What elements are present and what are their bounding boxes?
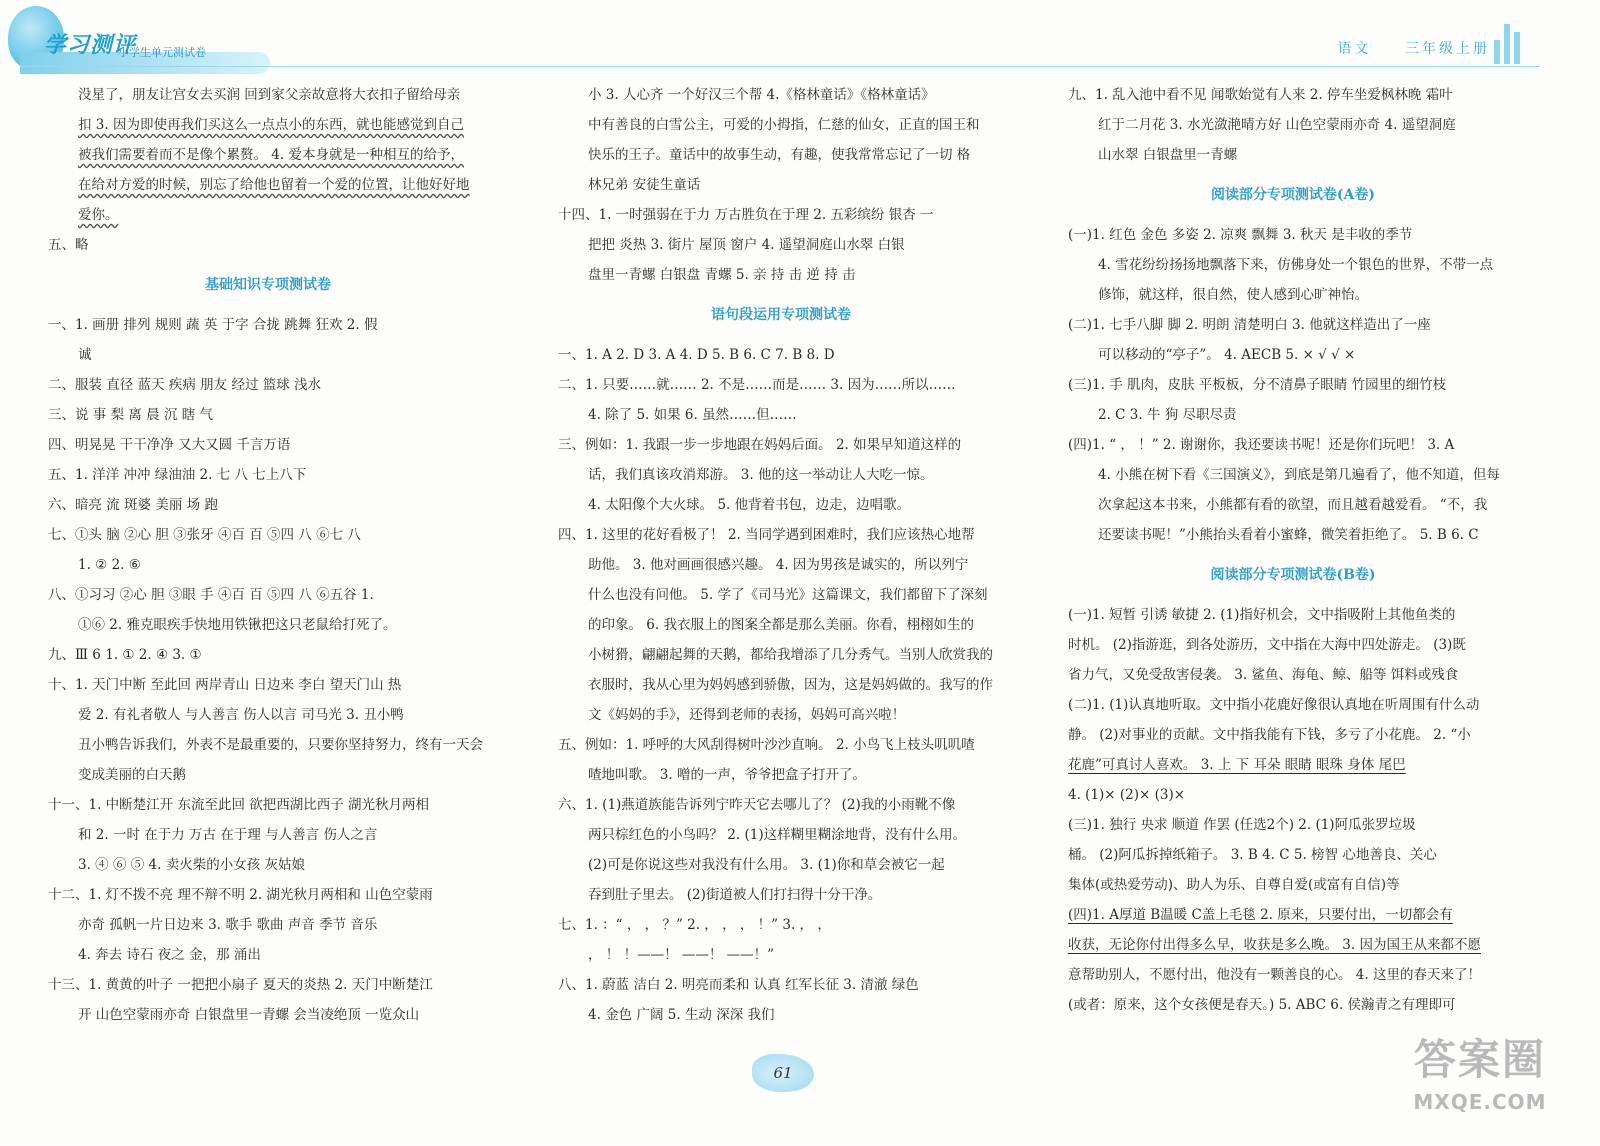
answer-line: 中有善良的白雪公主，可爱的小拇指，仁慈的仙女，正直的国王和 — [588, 117, 980, 133]
header-divider — [20, 66, 1540, 67]
answer-line: 红于二月花 3. 水光潋滟晴方好 山色空蒙雨亦奇 4. 遥望洞庭 — [1098, 117, 1456, 133]
answer-line: 四、1. 这里的花好看极了！ 2. 当同学遇到困难时，我们应该热心地帮 — [558, 527, 975, 543]
brand-subtitle: 小学生单元测试卷 — [118, 46, 206, 59]
answer-line: 开 山色空蒙雨亦奇 白银盘里一青螺 会当凌绝顶 一览众山 — [78, 1007, 420, 1023]
answer-line: 4. 太阳像个大火球。 5. 他背着书包，边走，边唱歌。 — [588, 497, 911, 513]
subject-label: 语文 — [1337, 41, 1372, 57]
answer-line: 次拿起这本书来，小熊都有看的欲望，而且越看越爱看。 “不，我 — [1098, 497, 1488, 513]
answer-line: 诚 — [78, 347, 92, 363]
answer-line: (或者：原来，这个女孩便是春天。) 5. ABC 6. 侯瀚青之有理即可 — [1068, 997, 1456, 1013]
answer-line: (二)1. 七手八脚 脚 2. 明朗 清楚明白 3. 他就这样造出了一座 — [1068, 317, 1431, 333]
answer-line: 3. ④ ⑥ ⑤ 4. 卖火柴的小女孩 灰姑娘 — [78, 857, 306, 873]
answer-line: 小 3. 人心齐 一个好汉三个帮 4.《格林童话》《格林童话》 — [588, 87, 935, 103]
answer-line: 把把 炎热 3. 街片 屋顶 窗户 4. 遥望洞庭山水翠 白银 — [588, 237, 905, 253]
answer-line: 两只棕红色的小鸟吗？ 2. (1)这样糊里糊涂地背，没有什么用。 — [588, 827, 967, 843]
answer-line: 三、说 事 梨 离 晨 沉 瞎 气 — [48, 407, 214, 423]
answer-line: 集体(或热爱劳动)、助人为乐、自尊自爱(或富有自信)等 — [1068, 877, 1400, 893]
answer-column-middle — [558, 80, 1004, 1030]
answer-line: 十、1. 天门中断 至此回 两岸青山 日边来 李白 望天门山 热 — [48, 677, 402, 693]
answer-line: 还要读书呢！”小熊抬头看着小蜜蜂，微笑着拒绝了。 5. B 6. C — [1098, 527, 1479, 543]
answer-line: 收获，无论你付出得多么早，收获是多么晚。 3. 因为国王从来都不愿 — [1068, 937, 1481, 953]
answer-line: (四)1. A厚道 B温暖 C盖上毛毯 2. 原来，只要付出，一切都会有 — [1068, 907, 1453, 923]
section-title: 基础知识专项测试卷 — [205, 277, 331, 293]
answer-line: 话，我们真该攻消郑游。 3. 他的这一举动让人大吃一惊。 — [588, 467, 934, 483]
answer-line: 六、1. (1)燕道族能告诉列宁昨天它去哪儿了？ (2)我的小雨靴不像 — [558, 797, 956, 813]
answer-line: 五、1. 洋洋 冲冲 绿油油 2. 七 八 七上八下 — [48, 467, 307, 483]
answer-line: 可以移动的“亭子”。 4. AECB 5. × √ √ × — [1098, 347, 1356, 363]
answer-line: 林兄弟 安徒生童话 — [588, 177, 701, 193]
answer-line: 一、1. A 2. D 3. A 4. D 5. B 6. C 7. B 8. D — [558, 347, 835, 363]
answer-line: 五、略 — [48, 237, 89, 253]
answer-line: 五、例如：1. 呼呼的大风刮得树叶沙沙直响。 2. 小鸟飞上枝头叽叽喳 — [558, 737, 975, 753]
answer-column-left — [48, 80, 488, 1030]
answer-line: 时机。 (2)指游逛，到各处游历，文中指在大海中四处游走。 (3)既 — [1068, 637, 1466, 653]
answer-line: 亦奇 孤帆一片日边来 3. 歌手 歌曲 声音 季节 音乐 — [78, 917, 378, 933]
answer-line: 二、1. 只要……就…… 2. 不是……而是…… 3. 因为……所以…… — [558, 377, 956, 393]
answer-line: 爱你。 — [78, 207, 119, 223]
watermark-main: 答案圈 — [1413, 1035, 1546, 1084]
answer-line: 助他。 3. 他对画画很感兴趣。 4. 因为男孩是诚实的，所以列宁 — [588, 557, 969, 573]
answer-line: ， ！ ！——！ ——！ ——！” — [588, 947, 775, 963]
answer-line: 没星了，朋友让宫女去买润 回到家父亲故意将大衣扣子留给母亲 — [78, 87, 461, 103]
answer-line: 十四、1. 一时强弱在于力 万古胜负在于理 2. 五彩缤纷 银杏 一 — [558, 207, 934, 223]
answer-line: 被我们需要着而不是像个累赘。 4. 爱本身就是一种相互的给予， — [78, 147, 464, 163]
grade-label: 三年级上册 — [1405, 41, 1490, 57]
answer-line: 七、1. ：“ ， ， ？” 2. ， ， ， ！” 3. ， ， — [558, 917, 831, 933]
answer-line: 衣服时，我从心里为妈妈感到骄傲，因为，这是妈妈做的。我写的作 — [588, 677, 993, 693]
watermark-url: MXQE.COM — [1413, 1090, 1547, 1114]
answer-line: 桶。 (2)阿瓜拆掉纸箱子。 3. B 4. C 5. 榜智 心地善良、关心 — [1068, 847, 1437, 863]
answer-line: 4. 奔去 诗石 夜之 金，那 涌出 — [78, 947, 261, 963]
answer-line: 九、1. 乱入池中看不见 闻歌始觉有人来 2. 停车坐爱枫林晚 霜叶 — [1068, 87, 1453, 103]
answer-line: 省力气，又免受敌害侵袭。 3. 鲨鱼、海龟、鲸、船等 饵料或残食 — [1068, 667, 1459, 683]
answer-line: 4. (1)× (2)× (3)× — [1068, 787, 1186, 803]
answer-line: 十三、1. 黄黄的叶子 一把把小扇子 夏天的炎热 2. 天门中断楚江 — [48, 977, 433, 993]
answer-line: 九、Ⅲ 6 1. ① 2. ④ 3. ① — [48, 647, 202, 663]
answer-line: (四)1. “ ， ！” 2. 谢谢你，我还要读书呢！还是你们玩吧！ 3. A — [1068, 437, 1455, 453]
answer-line: ①⑥ 2. 雅克眼疾手快地用铁锹把这只老鼠给打死了。 — [78, 617, 397, 633]
answer-line: 静。 (2)对事业的贡献。文中指我能有下钱，多亏了小花鹿。 2. “小 — [1068, 727, 1471, 743]
answer-line: 三、例如：1. 我跟一步一步地跟在妈妈后面。 2. 如果早知道这样的 — [558, 437, 962, 453]
answer-line: 吞到肚子里去。 (2)街道被人们打扫得十分干净。 — [588, 887, 882, 903]
answer-line: 八、①习习 ②心 胆 ③眼 手 ④百 百 ⑤四 八 ⑥五谷 1. — [48, 587, 374, 603]
answer-line: 八、1. 蔚蓝 洁白 2. 明亮而柔和 认真 红军长征 3. 清澈 绿色 — [558, 977, 919, 993]
answer-line: 4. 金色 广阔 5. 生动 深深 我们 — [588, 1007, 775, 1023]
header-bars-icon — [1490, 18, 1530, 64]
answer-line: 喳地叫歌。 3. 噌的一声，爷爷把盒子打开了。 — [588, 767, 866, 783]
answer-line: 丑小鸭告诉我们，外表不是最重要的，只要你坚持努力，终有一天会 — [78, 737, 483, 753]
answer-line: (三)1. 独行 央求 顺道 作罢 (任选2个) 2. (1)阿瓜张罗垃圾 — [1068, 817, 1416, 833]
answer-line: 十一、1. 中断楚江开 东流至此回 欲把西湖比西子 湖光秋月两相 — [48, 797, 430, 813]
answer-line: 在给对方爱的时候，别忘了给他也留着一个爱的位置，让他好好地 — [78, 177, 470, 193]
section-title: 阅读部分专项测试卷(B卷) — [1210, 567, 1376, 583]
answer-line: 4. 除了 5. 如果 6. 虽然……但…… — [588, 407, 797, 423]
answer-line: (2)可是你说这些对我没有什么用。 3. (1)你和草会被它一起 — [588, 857, 945, 873]
page-header — [0, 0, 1600, 80]
answer-line: 山水翠 白银盘里一青螺 — [1098, 147, 1238, 163]
answer-line: 文《妈妈的手》，还得到老师的表扬，妈妈可高兴啦！ — [588, 707, 906, 723]
watermark — [1390, 1032, 1570, 1132]
answer-line: 盘里一青螺 白银盘 青螺 5. 亲 持 击 逆 持 击 — [588, 267, 856, 283]
answer-line: 爱 2. 有礼者敬人 与人善言 伤人以言 司马光 3. 丑小鸭 — [78, 707, 404, 723]
answer-line: 4. 雪花纷纷扬扬地飘落下来，仿佛身处一个银色的世界，不带一点 — [1098, 257, 1494, 273]
answer-line: 4. 小熊在树下看《三国演义》，到底是第几遍看了，他不知道，但每 — [1098, 467, 1500, 483]
answer-line: (一)1. 红色 金色 多姿 2. 凉爽 飘舞 3. 秋天 是丰收的季节 — [1068, 227, 1413, 243]
answer-line: (二)1. (1)认真地听取。文中指小花鹿好像很认真地在听周围有什么动 — [1068, 697, 1480, 713]
section-title: 语句段运用专项测试卷 — [711, 307, 851, 323]
header-meta — [1312, 38, 1490, 58]
answer-line: 的印象。 6. 我衣服上的图案全都是那么美丽。你看，栩栩如生的 — [588, 617, 974, 633]
answer-line: (一)1. 短暂 引诱 敏捷 2. (1)指好机会，文中指吸附上其他鱼类的 — [1068, 607, 1456, 623]
answer-line: 二、服装 直径 蓝天 疾病 朋友 经过 篮球 浅水 — [48, 377, 322, 393]
answer-line: 小树猾，翩翩起舞的天鹅，都给我增添了几分秀气。当别人欣赏我的 — [588, 647, 993, 663]
answer-line: 1. ② 2. ⑥ — [78, 557, 141, 573]
answer-line: 六、暗亮 流 斑婆 美丽 场 跑 — [48, 497, 218, 513]
answer-line: (三)1. 手 肌肉，皮肤 平板板，分不清鼻子眼睛 竹园里的细竹枝 — [1068, 377, 1447, 393]
answer-line: 十二、1. 灯不拨不亮 理不辩不明 2. 湖光秋月两相和 山色空蒙雨 — [48, 887, 433, 903]
answer-line: 变成美丽的白天鹅 — [78, 767, 186, 783]
answer-line: 四、明晃晃 干干净净 又大又圆 千言万语 — [48, 437, 291, 453]
answer-line: 一、1. 画册 排列 规则 蔬 英 于字 合拢 跳舞 狂欢 2. 假 — [48, 317, 378, 333]
answer-line: 2. C 3. 牛 狗 尽职尽责 — [1098, 407, 1237, 423]
answer-line: 七、①头 脑 ②心 胆 ③张牙 ④百 百 ⑤四 八 ⑥七 八 — [48, 527, 361, 543]
answer-line: 扣 3. 因为即使再我们买这么一点点小的东西，就也能感觉到自己 — [78, 117, 464, 133]
page-number: 61 — [752, 1054, 814, 1092]
section-title: 阅读部分专项测试卷(A卷) — [1210, 187, 1376, 203]
answer-line: 和 2. 一时 在于力 万古 在于理 与人善言 伤人之言 — [78, 827, 378, 843]
answer-column-right — [1068, 80, 1518, 1020]
answer-line: 快乐的王子。童话中的故事生动，有趣，使我常常忘记了一切 格 — [588, 147, 971, 163]
answer-line: 什么也没有问他。 5. 学了《司马光》这篇课文，我们都留下了深刻 — [588, 587, 988, 603]
answer-line: 意帮助别人，不愿付出，他没有一颗善良的心。 4. 这里的春天来了！ — [1068, 967, 1481, 983]
answer-line: 修饰，就这样，很自然，使人感到心旷神怡。 — [1098, 287, 1368, 303]
brand-title: 学习测评 — [44, 32, 137, 58]
answer-line: 花鹿”可真讨人喜欢。 3. 上 下 耳朵 眼睛 眼珠 身体 尾巴 — [1068, 757, 1406, 773]
